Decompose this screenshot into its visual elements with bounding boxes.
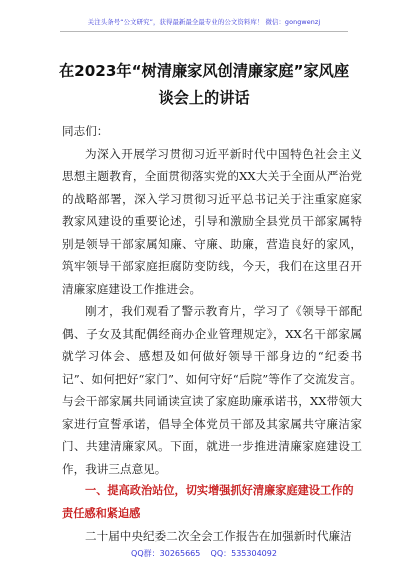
header-divider: [60, 31, 348, 32]
body-paragraph-truncated: 二十届中央纪委二次全会工作报告在加强新时代廉洁: [85, 529, 352, 543]
salutation: 同志们：: [62, 124, 109, 138]
body-paragraph: 为深入开展学习贯彻习近平新时代中国特色社会主义思想主题教育，全面贯彻落实党的XX大关于全面从严治党的战略部署，深入学习贯彻习近平总书记关于注重家庭家教家风建设的重要论述，引导和激励全县党员干部家属特别是领导干部家属知廉、守廉、助廉，营造良好的家风，筑牢领导干部家庭拒腐防变防线，今天，我们在这里召开清廉家庭建设工作推进会。: [62, 146, 362, 296]
document-body: [62, 120, 362, 548]
header-notice: 关注头条号“公文研究”，获得最新最全最专业的公文资料库！ 微信：gongwenzj: [87, 18, 321, 26]
footer-contact: QQ群：30265665 QQ：535304092: [131, 549, 277, 558]
body-paragraph: 刚才，我们观看了警示教育片，学习了《领导干部配偶、子女及其配偶经商办企业管理规定》，XX名干部家属就学习体会、感想及如何做好领导干部身边的“纪委书记”、如何把好“家门”、如何守好“后院”等作了交流发言。与会干部家属共同诵读宣读了家庭助廉承诺书，XX带领大家进行宣誓承诺，倡导全体党员干部及其家属共守廉洁家门、共建清廉家风。下面，就进一步推进清廉家庭建设工作，我讲三点意见。: [62, 304, 362, 476]
document-title: 在2023年“树清廉家风创清廉家庭”家风座谈会上的讲话: [58, 62, 350, 107]
section-heading: 一、提高政治站位，切实增强抓好清廉家庭建设工作的责任感和紧迫感: [62, 484, 354, 520]
